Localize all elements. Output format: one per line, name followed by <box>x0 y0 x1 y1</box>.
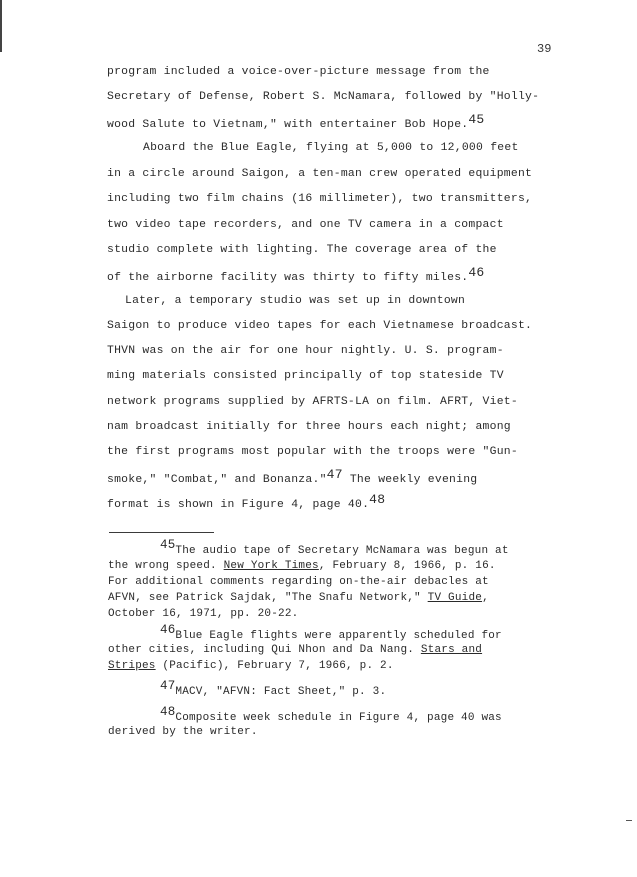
body-line: of the airborne facility was thirty to fifty miles.46 <box>107 265 485 284</box>
footnote-47: 47MACV, "AFVN: Fact Sheet," p. 3. <box>160 679 387 698</box>
footnote-number: 47 <box>160 679 176 693</box>
footnote-ref: 46 <box>468 265 485 280</box>
citation-title: New York Times <box>223 560 319 572</box>
body-line: Saigon to produce video tapes for each Vietnamese broadcast. <box>107 320 533 332</box>
footnote-number: 46 <box>160 623 176 637</box>
page-number: 39 <box>537 42 552 56</box>
body-line: wood Salute to Vietnam," with entertainer Bob Hope.45 <box>107 112 485 131</box>
footnote-number: 48 <box>160 705 176 719</box>
citation-title: Stars and <box>420 644 483 656</box>
body-line: program included a voice-over-picture message from the <box>107 66 490 78</box>
footnote-ref: 47 <box>326 467 343 482</box>
footnote-ref: 45 <box>468 112 485 127</box>
footnote-line: other cities, including Qui Nhon and Da Nang. Stars and <box>108 644 483 656</box>
footnote-divider <box>109 532 214 533</box>
scan-edge-mark <box>0 0 2 52</box>
scan-corner-mark <box>626 820 632 821</box>
footnote-ref: 48 <box>369 492 386 507</box>
footnote-48: 48Composite week schedule in Figure 4, page 40 was <box>160 705 502 724</box>
body-line: nam broadcast initially for three hours each night; among <box>107 421 511 433</box>
footnote-line: For additional comments regarding on-the-air debacles at <box>108 576 489 588</box>
footnote-line: AFVN, see Patrick Sajdak, "The Snafu Network," TV Guide, <box>108 592 489 604</box>
body-line: THVN was on the air for one hour nightly. U. S. program- <box>107 345 504 357</box>
footnote-46: 46Blue Eagle flights were apparently scheduled for <box>160 623 502 642</box>
body-line: studio complete with lighting. The coverage area of the <box>107 244 497 256</box>
footnote-45: 45The audio tape of Secretary McNamara was begun at <box>160 538 509 557</box>
body-line: Secretary of Defense, Robert S. McNamara, followed by "Holly- <box>107 91 540 103</box>
footnote-line: October 16, 1971, pp. 20-22. <box>108 608 299 620</box>
footnote-number: 45 <box>160 538 176 552</box>
footnote-line: derived by the writer. <box>108 726 258 738</box>
citation-title: TV Guide <box>427 592 483 604</box>
body-line: ming materials consisted principally of top stateside TV <box>107 370 504 382</box>
body-line: two video tape recorders, and one TV camera in a compact <box>107 219 504 231</box>
body-line: smoke," "Combat," and Bonanza."47 The weekly evening <box>107 467 478 486</box>
body-line: the first programs most popular with the troops were "Gun- <box>107 446 518 458</box>
body-line: in a circle around Saigon, a ten-man crew operated equipment <box>107 168 533 180</box>
body-line: format is shown in Figure 4, page 40.48 <box>107 492 386 511</box>
body-line: Later, a temporary studio was set up in downtown <box>125 295 466 307</box>
body-line: Aboard the Blue Eagle, flying at 5,000 to 12,000 feet <box>143 142 519 154</box>
body-line: network programs supplied by AFRTS-LA on film. AFRT, Viet- <box>107 396 518 408</box>
footnote-line: the wrong speed. New York Times, February 8, 1966, p. 16. <box>108 560 496 572</box>
footnote-line: Stripes (Pacific), February 7, 1966, p. 2. <box>108 660 394 672</box>
citation-title: Stripes <box>108 660 156 672</box>
body-line: including two film chains (16 millimeter), two transmitters, <box>107 193 533 205</box>
